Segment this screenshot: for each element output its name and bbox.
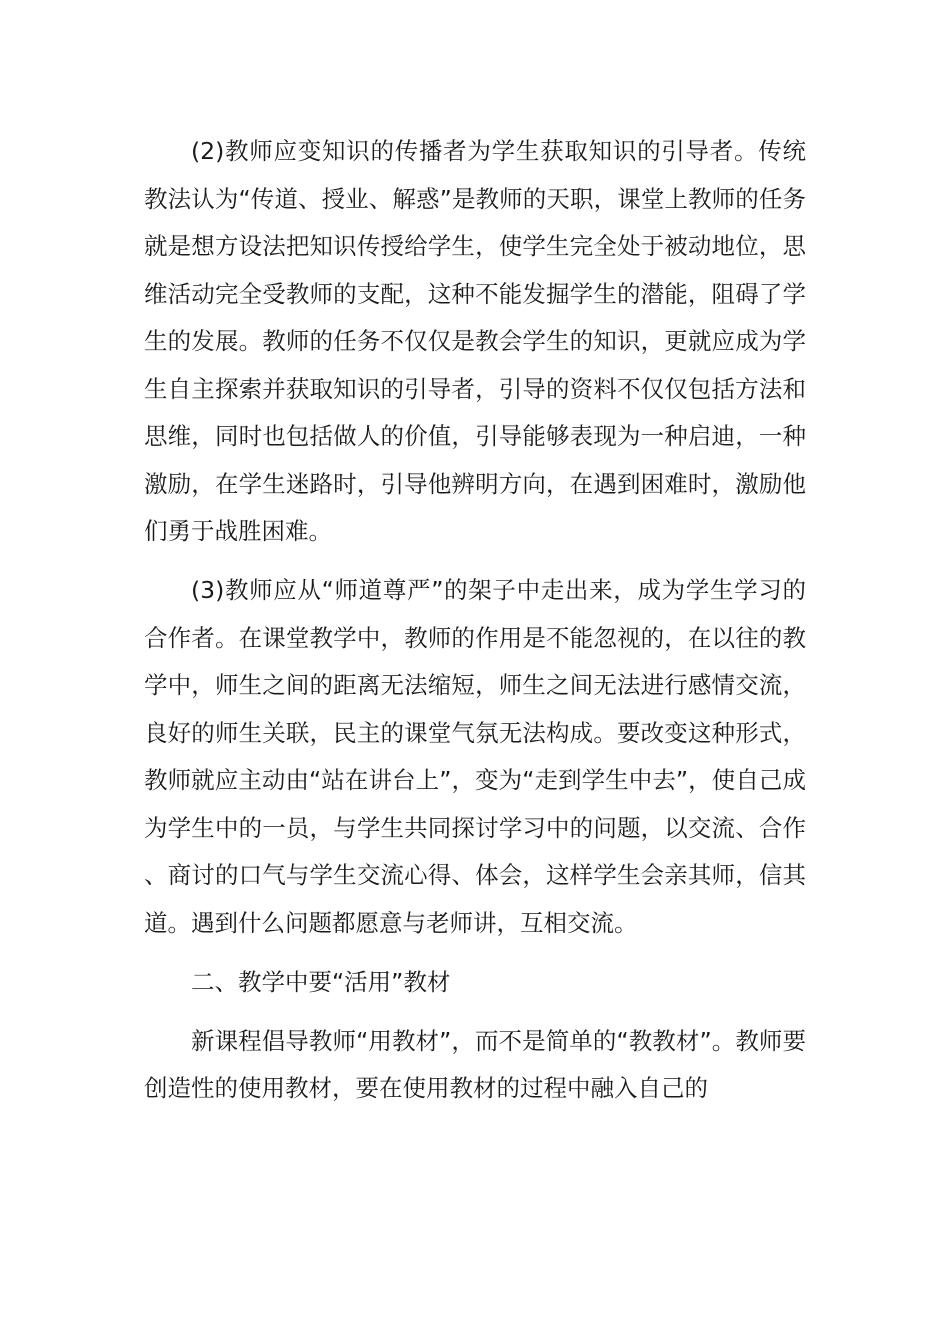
paragraph-teacher-as-collaborator: (3)教师应从“师道尊严”的架子中走出来，成为学生学习的合作者。在课堂教学中，教师的作用是不能忽视的，在以往的教学中，师生之间的距离无法缩短，师生之间无法进行感情交流，良好的师生关联，民主的课堂气氛无法构成。要改变这种形式，教师就应主动由“站在讲台上”，变为“走到学生中去”，使自己成为学生中的一员，与学生共同探讨学习中的问题，以交流、合作、商讨的口气与学生交流心得、体会，这样学生会亲其师，信其道。遇到什么问题都愿意与老师讲，互相交流。 xyxy=(144,576,806,937)
paragraph-use-textbook: 新课程倡导教师“用教材”，而不是简单的“教教材”。教师要创造性的使用教材，要在使用教材的过程中融入自己的 xyxy=(144,1026,806,1102)
paragraph-teacher-as-guide: (2)教师应变知识的传播者为学生获取知识的引导者。传统教法认为“传道、授业、解惑”是教师的天职，课堂上教师的任务就是想方设法把知识传授给学生，使学生完全处于被动地位，思维活动完全受教师的支配，这种不能发掘学生的潜能，阻碍了学生的发展。教师的任务不仅仅是教会学生的知识，更就应成为学生自主探索并获取知识的引导者，引导的资料不仅仅包括方法和思维，同时也包括做人的价值，引导能够表现为一种启迪，一种激励，在学生迷路时，引导他辨明方向，在遇到困难时，激励他们勇于战胜困难。 xyxy=(144,137,806,545)
document-page xyxy=(144,128,806,1124)
section-heading: 二、教学中要“活用”教材 xyxy=(191,967,451,996)
